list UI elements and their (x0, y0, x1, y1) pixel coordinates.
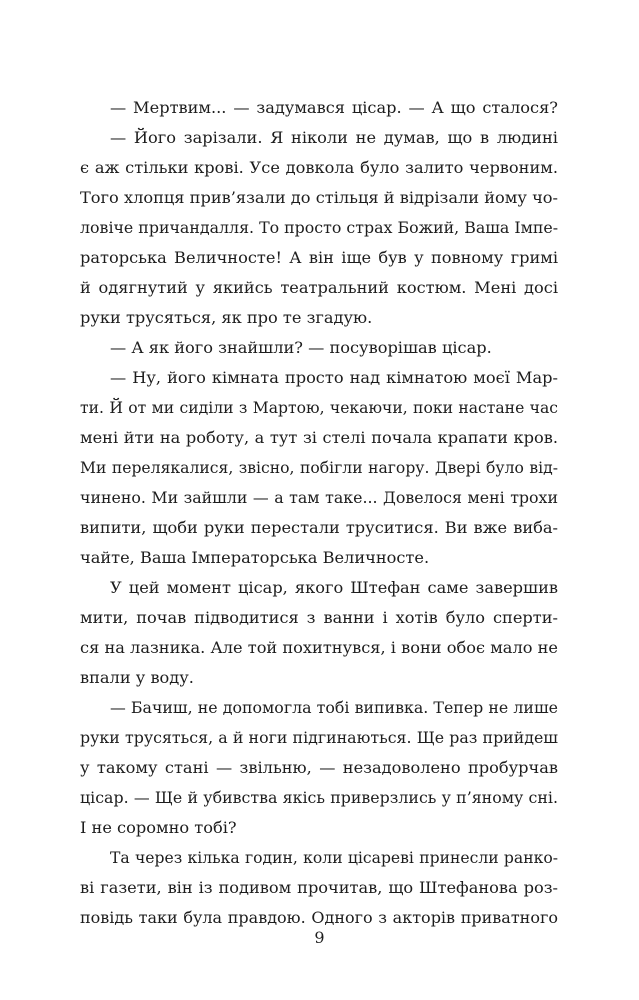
text-line: руки трусяться, а й ноги підгинаються. Ще раз прийдеш (80, 728, 558, 747)
text-line: раторська Величносте! А він іще був у повному гримі (80, 248, 558, 267)
text-line: мені йти на роботу, а тут зі стелі почала крапати кров. (80, 428, 558, 447)
text-line: й одягнутий у якийсь театральний костюм. Мені досі (80, 278, 558, 297)
text-line: — Його зарізали. Я ніколи не думав, що в людині (110, 128, 558, 147)
page-number: 9 (314, 928, 325, 947)
text-line: — Бачиш, не допомогла тобі випивка. Тепер не лише (110, 698, 558, 717)
text-line: У цей момент цісар, якого Штефан саме завершив (110, 578, 558, 597)
text-line: ві газети, він із подивом прочитав, що Штефанова роз- (80, 878, 558, 897)
text-line: ся на лазника. Але той похитнувся, і вони обоє мало не (80, 638, 558, 657)
text-line: Ми перелякалися, звісно, побігли нагору. Двері було від- (80, 459, 558, 477)
text-line: у такому стані — звільню, — незадоволено пробурчав (80, 758, 558, 777)
text-line: — Мертвим... — задумався цісар. — А що сталося? (110, 98, 558, 117)
text-line: руки трусяться, як про те згадую. (80, 308, 373, 327)
text-line: Того хлопця прив’язали до стільця й відрізали йому чо- (80, 188, 558, 207)
text-line: — Ну, його кімната просто над кімнатою моєї Мар- (110, 368, 558, 387)
text-line: ловіче причандалля. То просто страх Божий, Ваша Імпе- (80, 218, 559, 237)
text-line: Та через кілька годин, коли цісареві принесли ранко- (110, 849, 558, 867)
text-line: впали у воду. (80, 668, 194, 687)
page-text (80, 93, 558, 933)
text-line: цісар. — Ще й убивства якісь приверзлись у п’яному сні. (80, 788, 558, 807)
text-line: — А як його знайшли? — посуворішав цісар. (110, 338, 492, 357)
text-line: мити, почав підводитися з ванни і хотів було сперти- (80, 608, 558, 627)
text-line: повідь таки була правдою. Одного з акторів приватного (80, 908, 558, 927)
text-line: випити, щоби руки перестали труситися. Ви вже виба- (80, 518, 558, 537)
text-line: чайте, Ваша Імператорська Величносте. (80, 548, 430, 567)
text-line: ти. Й от ми сиділи з Мартою, чекаючи, поки настане час (80, 399, 558, 417)
text-line: чинено. Ми зайшли — а там таке... Довелося мені трохи (80, 488, 558, 507)
text-line: І не соромно тобі? (80, 818, 237, 837)
text-line: є аж стільки крові. Усе довкола було залито червоним. (80, 158, 558, 177)
